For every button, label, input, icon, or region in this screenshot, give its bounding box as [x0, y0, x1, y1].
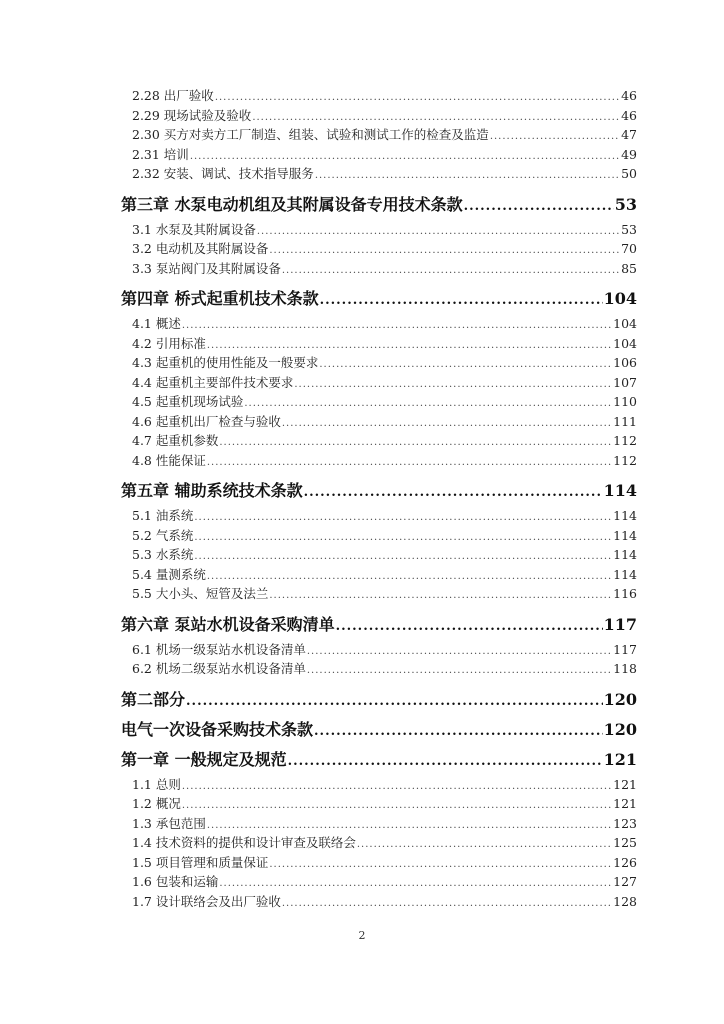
- toc-entry-title: 5.3 水系统: [132, 547, 194, 562]
- toc-leader: [194, 512, 612, 523]
- toc-leader: [269, 245, 620, 256]
- toc-leader: [244, 398, 612, 409]
- toc-entry-page: 125: [613, 835, 637, 850]
- toc-leader: [182, 320, 612, 331]
- toc-entry[interactable]: [121, 814, 637, 834]
- toc-leader: [304, 485, 603, 500]
- toc-entry[interactable]: [121, 392, 637, 412]
- toc-entry[interactable]: [121, 892, 637, 912]
- toc-entry-page: 127: [613, 874, 637, 889]
- toc-entry-title: 2.29 现场试验及验收: [132, 107, 252, 123]
- toc-entry-title: 5.4 量测系统: [132, 566, 206, 582]
- toc-entry[interactable]: [121, 451, 637, 471]
- toc-leader: [307, 646, 612, 657]
- table-of-contents: [121, 86, 637, 911]
- toc-entry[interactable]: [121, 872, 637, 892]
- toc-chapter-title: 第六章 泵站水机设备采购清单: [121, 614, 335, 634]
- toc-entry-title: 6.2 机场二级泵站水机设备清单: [132, 661, 306, 676]
- toc-leader: [207, 571, 612, 582]
- toc-leader: [288, 754, 603, 769]
- toc-chapter-entry[interactable]: [121, 192, 637, 214]
- toc-entry-page: 117: [613, 641, 637, 657]
- toc-leader: [252, 112, 620, 123]
- toc-entry-title: 3.3 泵站阀门及其附属设备: [132, 260, 281, 276]
- toc-entry-page: 107: [613, 374, 637, 390]
- toc-entry-page: 112: [613, 433, 637, 448]
- toc-entry-title: 1.5 项目管理和质量保证: [132, 854, 269, 870]
- toc-entry-page: 85: [621, 260, 637, 276]
- toc-entry-page: 121: [613, 796, 637, 811]
- toc-entry-title: 5.2 气系统: [132, 527, 194, 543]
- toc-entry-page: 111: [613, 413, 637, 429]
- toc-leader: [315, 170, 620, 181]
- toc-entry-title: 4.4 起重机主要部件技术要求: [132, 374, 294, 390]
- toc-entry-page: 112: [613, 452, 637, 468]
- toc-entry[interactable]: [121, 794, 637, 814]
- toc-part-entry[interactable]: [121, 687, 637, 709]
- toc-entry-page: 121: [613, 776, 637, 792]
- toc-leader: [186, 694, 603, 709]
- toc-chapter-page: 114: [603, 481, 637, 500]
- toc-leader: [182, 781, 612, 792]
- toc-entry[interactable]: [121, 565, 637, 585]
- toc-entry-title: 4.6 起重机出厂检查与验收: [132, 413, 281, 429]
- toc-entry-page: 104: [613, 335, 637, 351]
- toc-entry-title: 1.1 总则: [132, 776, 181, 792]
- toc-entry-title: 3.1 水泵及其附属设备: [132, 221, 256, 237]
- toc-entry-page: 114: [613, 508, 637, 523]
- toc-entry-page: 70: [621, 241, 637, 256]
- toc-chapter-page: 53: [614, 194, 637, 214]
- toc-part-entry[interactable]: [121, 717, 637, 739]
- toc-part-page: 120: [603, 719, 637, 739]
- toc-entry[interactable]: [121, 125, 637, 145]
- toc-leader: [269, 859, 612, 870]
- toc-leader: [190, 151, 620, 162]
- toc-entry[interactable]: [121, 145, 637, 165]
- toc-entry[interactable]: [121, 833, 637, 853]
- toc-entry[interactable]: [121, 640, 637, 660]
- toc-entry[interactable]: [121, 86, 637, 106]
- toc-leader: [207, 457, 612, 468]
- toc-entry-title: 4.1 概述: [132, 316, 181, 331]
- toc-chapter-title: 第五章 辅助系统技术条款: [121, 481, 303, 500]
- toc-entry[interactable]: [121, 526, 637, 546]
- toc-entry[interactable]: [121, 775, 637, 795]
- toc-entry-page: 53: [621, 221, 637, 237]
- toc-entry-page: 104: [613, 316, 637, 331]
- toc-leader: [219, 437, 612, 448]
- toc-leader: [182, 800, 612, 811]
- toc-leader: [282, 898, 612, 909]
- toc-entry[interactable]: [121, 106, 637, 126]
- toc-entry-title: 6.1 机场一级泵站水机设备清单: [132, 641, 306, 657]
- toc-chapter-entry[interactable]: [121, 478, 637, 500]
- toc-leader: [357, 839, 612, 850]
- toc-entry-title: 1.4 技术资料的提供和设计审查及联络会: [132, 835, 356, 850]
- toc-entry[interactable]: [121, 353, 637, 373]
- toc-entry-page: 46: [621, 88, 637, 103]
- toc-leader: [194, 532, 612, 543]
- toc-entry[interactable]: [121, 659, 637, 679]
- toc-part-page: 120: [603, 689, 637, 709]
- toc-entry-page: 114: [613, 547, 637, 562]
- toc-entry-title: 1.7 设计联络会及出厂验收: [132, 893, 281, 909]
- toc-entry[interactable]: [121, 545, 637, 565]
- toc-entry-page: 126: [613, 854, 637, 870]
- toc-entry-title: 4.2 引用标准: [132, 335, 206, 351]
- toc-entry-title: 2.32 安装、调试、技术指导服务: [132, 166, 314, 181]
- toc-chapter-entry[interactable]: [121, 747, 637, 769]
- toc-leader: [319, 359, 612, 370]
- toc-entry[interactable]: [121, 853, 637, 873]
- toc-chapter-title: 第四章 桥式起重机技术条款: [121, 289, 319, 308]
- toc-entry[interactable]: [121, 431, 637, 451]
- toc-entry-title: 4.3 起重机的使用性能及一般要求: [132, 355, 319, 370]
- page-number: 2: [358, 929, 366, 942]
- toc-entry-page: 49: [621, 146, 637, 162]
- toc-entry[interactable]: [121, 239, 637, 259]
- toc-entry-page: 106: [613, 355, 637, 370]
- toc-chapter-page: 104: [603, 289, 637, 308]
- toc-entry-page: 118: [613, 661, 637, 676]
- toc-leader: [215, 92, 620, 103]
- toc-entry-title: 1.6 包装和运输: [132, 874, 219, 889]
- toc-entry[interactable]: [121, 220, 637, 240]
- toc-chapter-entry[interactable]: [121, 612, 637, 634]
- toc-entry-title: 4.7 起重机参数: [132, 433, 219, 448]
- toc-entry-page: 123: [613, 815, 637, 831]
- toc-entry[interactable]: [121, 334, 637, 354]
- toc-leader: [294, 379, 612, 390]
- toc-chapter-entry[interactable]: [121, 286, 637, 308]
- toc-part-title: 第二部分: [121, 689, 186, 709]
- toc-leader: [257, 226, 620, 237]
- toc-entry-page: 50: [621, 166, 637, 181]
- toc-entry[interactable]: [121, 164, 637, 184]
- toc-entry-title: 5.5 大小头、短管及法兰: [132, 586, 269, 601]
- toc-leader: [282, 418, 612, 429]
- toc-entry[interactable]: [121, 584, 637, 604]
- toc-chapter-page: 121: [603, 749, 637, 769]
- toc-entry-title: 3.2 电动机及其附属设备: [132, 241, 269, 256]
- toc-chapter-title: 第三章 水泵电动机组及其附属设备专用技术条款: [121, 194, 463, 214]
- toc-entry[interactable]: [121, 373, 637, 393]
- toc-entry-page: 46: [621, 107, 637, 123]
- toc-entry[interactable]: [121, 314, 637, 334]
- toc-entry-title: 4.8 性能保证: [132, 452, 206, 468]
- toc-entry-page: 114: [613, 527, 637, 543]
- toc-leader: [269, 590, 612, 601]
- toc-leader: [464, 199, 614, 214]
- toc-chapter-title: 第一章 一般规定及规范: [121, 749, 287, 769]
- toc-entry-title: 2.28 出厂验收: [132, 88, 214, 103]
- toc-entry[interactable]: [121, 412, 637, 432]
- toc-leader: [314, 724, 603, 739]
- toc-leader: [194, 551, 612, 562]
- toc-part-title: 电气一次设备采购技术条款: [121, 719, 314, 739]
- toc-entry-page: 116: [613, 586, 637, 601]
- toc-leader: [207, 820, 612, 831]
- toc-chapter-page: 117: [603, 614, 637, 634]
- toc-entry-title: 1.2 概况: [132, 796, 181, 811]
- toc-leader: [282, 265, 620, 276]
- toc-entry-title: 2.30 买方对卖方工厂制造、组装、试验和测试工作的检查及监造: [132, 127, 489, 142]
- toc-entry-page: 110: [613, 394, 637, 409]
- toc-leader: [336, 619, 603, 634]
- toc-leader: [320, 293, 603, 308]
- toc-entry-title: 4.5 起重机现场试验: [132, 394, 244, 409]
- toc-entry-title: 2.31 培训: [132, 146, 189, 162]
- toc-entry[interactable]: [121, 259, 637, 279]
- toc-leader: [307, 665, 612, 676]
- toc-entry-title: 1.3 承包范围: [132, 815, 206, 831]
- toc-entry-title: 5.1 油系统: [132, 508, 194, 523]
- toc-entry-page: 128: [613, 893, 637, 909]
- toc-entry-page: 114: [613, 566, 637, 582]
- toc-leader: [207, 340, 612, 351]
- toc-entry-page: 47: [621, 127, 637, 142]
- toc-leader: [219, 878, 612, 889]
- toc-entry[interactable]: [121, 506, 637, 526]
- toc-leader: [490, 131, 620, 142]
